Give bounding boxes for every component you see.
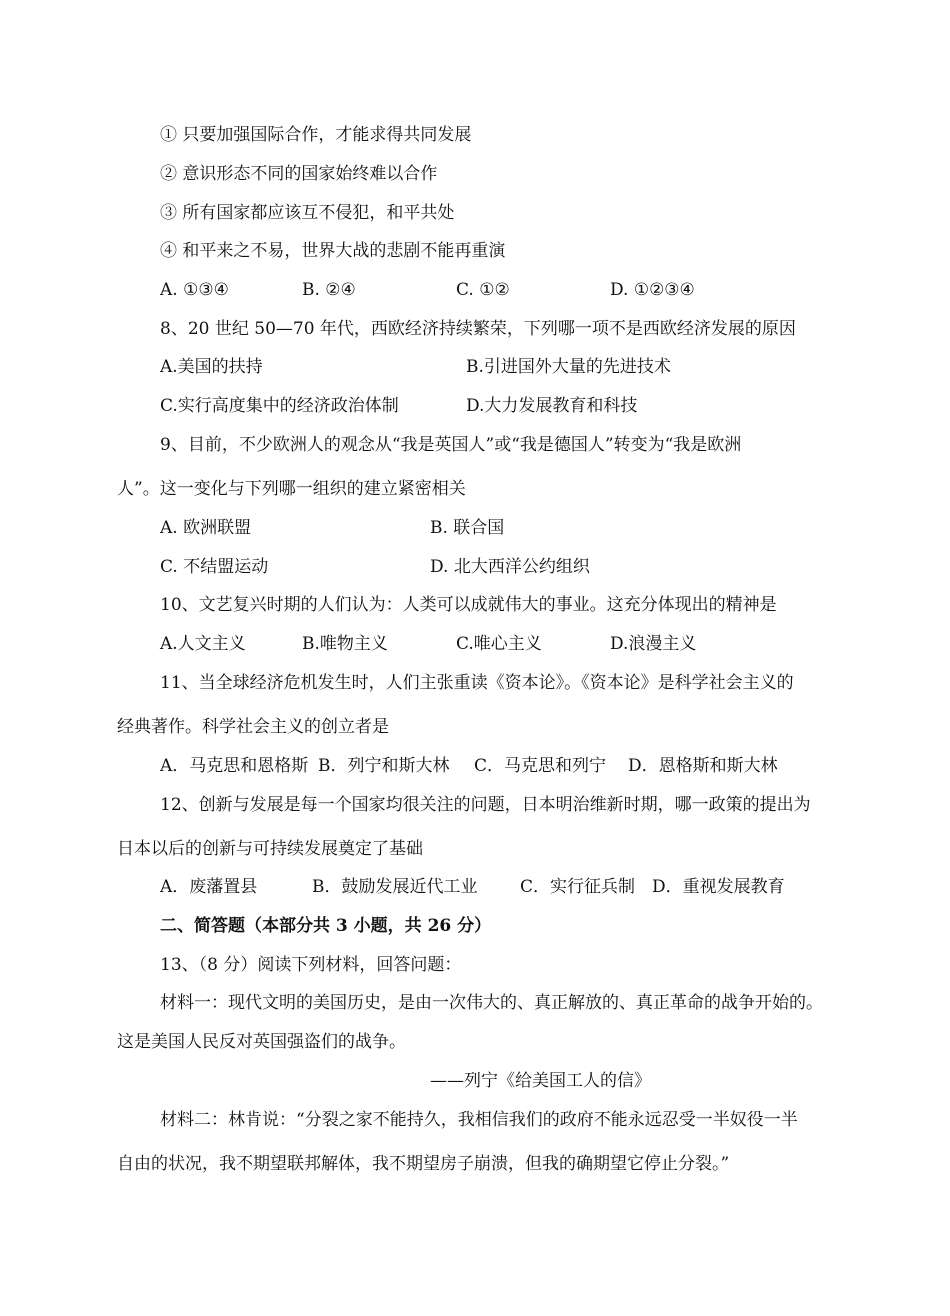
q12-stem-line1: 12、创新与发展是每一个国家均很关注的问题，日本明治维新时期，哪一政策的提出为	[160, 795, 811, 815]
q13-material2-line2: 自由的状况，我不期望联邦解体，我不期望房子崩溃，但我的确期望它停止分裂。”	[117, 1154, 730, 1174]
q10-option-a: A.人文主义	[160, 634, 246, 654]
q10-stem: 10、文艺复兴时期的人们认为：人类可以成就伟大的事业。这充分体现出的精神是	[160, 595, 777, 615]
q12-option-d: D．重视发展教育	[652, 877, 785, 897]
q9-option-b: B. 联合国	[430, 518, 505, 538]
q8-option-a: A.美国的扶持	[160, 357, 263, 377]
q7-item-2: ② 意识形态不同的国家始终难以合作	[160, 164, 438, 184]
q11-option-a: A．马克思和恩格斯	[160, 756, 309, 776]
q10-option-c: C.唯心主义	[456, 634, 542, 654]
q12-option-c: C．实行征兵制	[520, 877, 636, 897]
q8-option-c: C.实行高度集中的经济政治体制	[160, 396, 399, 416]
q9-stem-line1: 9、目前，不少欧洲人的观念从“我是英国人”或“我是德国人”转变为“我是欧洲	[160, 435, 742, 455]
q11-option-b: B．列宁和斯大林	[318, 756, 450, 776]
q13-material2-line1: 材料二：林肯说：“分裂之家不能持久，我相信我们的政府不能永远忍受一半奴役一半	[160, 1110, 798, 1130]
q12-option-b: B．鼓励发展近代工业	[312, 877, 478, 897]
q10-option-b: B.唯物主义	[302, 634, 388, 654]
q7-item-1: ① 只要加强国际合作，才能求得共同发展	[160, 125, 472, 145]
q7-option-a: A. ①③④	[160, 280, 229, 300]
q13-material1-line1: 材料一：现代文明的美国历史，是由一次伟大的、真正解放的、真正革命的战争开始的。	[160, 993, 823, 1013]
q13-material1-source: ——列宁《给美国工人的信》	[430, 1071, 651, 1091]
q11-stem-line1: 11、当全球经济危机发生时，人们主张重读《资本论》。《资本论》是科学社会主义的	[160, 673, 794, 693]
q8-stem: 8、20 世纪 50—70 年代，西欧经济持续繁荣，下列哪一项不是西欧经济发展的原因	[160, 319, 796, 339]
q7-item-4: ④ 和平来之不易，世界大战的悲剧不能再重演	[160, 241, 506, 261]
q7-option-b: B. ②④	[302, 280, 356, 300]
q7-option-d: D. ①②③④	[610, 280, 695, 300]
q12-option-a: A．废藩置县	[160, 877, 258, 897]
q8-option-b: B.引进国外大量的先进技术	[466, 357, 671, 377]
q9-stem-line2: 人”。这一变化与下列哪一组织的建立紧密相关	[117, 479, 466, 499]
q11-option-c: C．马克思和列宁	[474, 756, 607, 776]
q13-material1-line2: 这是美国人民反对英国强盗们的战争。	[117, 1032, 406, 1052]
q9-option-c: C. 不结盟运动	[160, 557, 269, 577]
q12-stem-line2: 日本以后的创新与可持续发展奠定了基础	[117, 839, 423, 859]
q7-item-3: ③ 所有国家都应该互不侵犯，和平共处	[160, 203, 455, 223]
q13-stem: 13、（8 分）阅读下列材料，回答问题：	[160, 955, 462, 975]
q11-option-d: D．恩格斯和斯大林	[628, 756, 778, 776]
q8-option-d: D.大力发展教育和科技	[466, 396, 638, 416]
q9-option-a: A. 欧洲联盟	[160, 518, 252, 538]
q11-stem-line2: 经典著作。科学社会主义的创立者是	[117, 717, 389, 737]
q9-option-d: D. 北大西洋公约组织	[430, 557, 590, 577]
q7-option-c: C. ①②	[456, 280, 510, 300]
q10-option-d: D.浪漫主义	[610, 634, 697, 654]
section-2-title: 二、简答题（本部分共 3 小题，共 26 分）	[160, 916, 492, 936]
